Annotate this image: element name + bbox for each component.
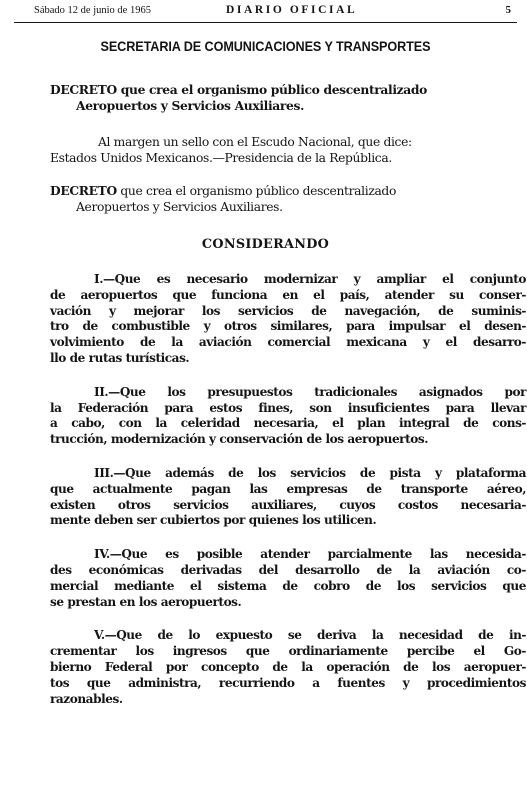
journal-name: DIARIO OFICIAL xyxy=(226,4,358,16)
paragraph-line: a cabo, con la celeridad necesaria, el plan integral de cons- xyxy=(50,416,526,431)
decree-title-line2: Aeropuertos y Servicios Auxiliares. xyxy=(76,97,305,113)
paragraph-line: que actualmente pagan las empresas de transporte aéreo, xyxy=(50,481,526,496)
seal-note xyxy=(50,135,517,166)
paragraph-line: II.—Que los presupuestos tradicionales asignados por xyxy=(94,384,526,399)
considerando-paragraph-3 xyxy=(50,466,526,529)
paragraph-line: IV.—Que es posible atender parcialmente las necesida- xyxy=(94,547,526,562)
paragraph-line: se prestan en los aeropuertos. xyxy=(50,594,242,609)
paragraph-line: I.—Que es necesario modernizar y ampliar el conjunto xyxy=(94,272,526,286)
paragraph-line: razonables. xyxy=(50,691,123,706)
paragraph-line: tro de combustible y otros similares, para impulsar el desen- xyxy=(50,319,526,334)
paragraph-line: vación y mejorar los servicios de navegación, de suminis- xyxy=(50,303,526,318)
section-heading: SECRETARIA DE COMUNICACIONES Y TRANSPORTES xyxy=(100,39,431,54)
page-number: 5 xyxy=(505,4,511,16)
seal-note-line1: Al margen un sello con el Escudo Nacional, que dice: xyxy=(98,135,412,149)
paragraph-line: volvimiento de la aviación comercial mexicana y el desarro- xyxy=(50,335,526,350)
considerando-paragraph-4 xyxy=(50,547,526,610)
paragraph-line: bierno Federal por concepto de la operación de los aeropuer- xyxy=(50,659,526,674)
considerando-paragraph-5 xyxy=(50,628,526,707)
paragraph-line: mercial mediante el sistema de cobro de los servicios que xyxy=(50,578,526,593)
paragraph-line: V.—Que de lo expuesto se deriva la necesidad de in- xyxy=(94,628,526,643)
paragraph-line: mente deben ser cubiertos por quienes los utilicen. xyxy=(50,513,377,528)
page-header xyxy=(14,0,517,23)
paragraph-line: crementar los ingresos que ordinariamente percibe el Go- xyxy=(50,644,526,659)
decree-repeat-line1: que crea el organismo público descentralizado xyxy=(116,184,397,198)
paragraph-line: des económicas derivadas del desarrollo de la aviación co- xyxy=(50,562,526,577)
issue-date: Sábado 12 de junio de 1965 xyxy=(34,5,151,16)
paragraph-line: trucción, modernización y conservación de los aeropuertos. xyxy=(50,432,428,447)
decree-repeat-keyword: DECRETO xyxy=(50,183,117,198)
considerando-paragraph-2 xyxy=(50,385,526,448)
paragraph-line: llo de rutas turísticas. xyxy=(50,350,190,365)
paragraph-line: tos que administra, recurriendo a fuentes y procedimientos xyxy=(50,675,526,690)
paragraph-line: de aeropuertos que funciona en el país, atender su conser- xyxy=(50,287,526,302)
paragraph-line: existen otros servicios auxiliares, cuyos costos necesaria- xyxy=(50,497,526,512)
seal-note-line2: Estados Unidos Mexicanos.—Presidencia de la República. xyxy=(50,150,392,165)
decree-title xyxy=(50,82,517,113)
decree-repeat-line2: Aeropuertos y Servicios Auxiliares. xyxy=(76,199,283,214)
decree-repeat xyxy=(50,183,517,215)
decree-title-line1: que crea el organismo público descentralizado xyxy=(116,82,428,97)
paragraph-line: la Federación para estos fines, son insuficientes para llevar xyxy=(50,400,526,415)
decree-keyword: DECRETO xyxy=(50,82,117,97)
considerando-paragraph-1 xyxy=(50,272,526,367)
paragraph-line: III.—Que además de los servicios de pista y plataforma xyxy=(94,465,526,480)
considerando-heading: CONSIDERANDO xyxy=(201,237,330,252)
